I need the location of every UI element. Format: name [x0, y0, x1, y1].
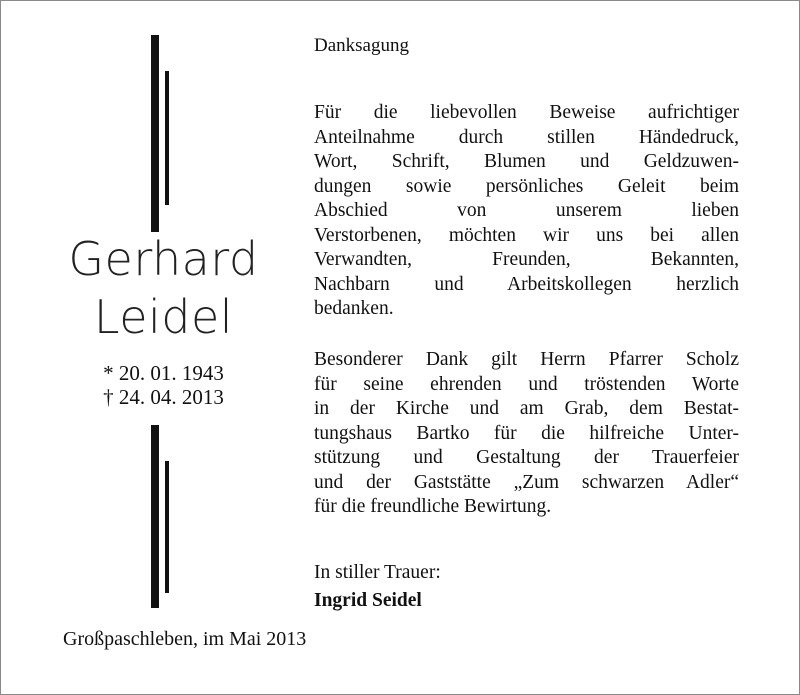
paragraph-line: Für die liebevollen Beweise aufrichtiger	[314, 102, 739, 123]
paragraph-line: für seine ehrenden und tröstenden Worte	[314, 373, 739, 395]
paragraph-line: Verwandten, Freunden, Bekannten,	[314, 249, 739, 270]
decorative-bar	[165, 461, 169, 593]
mourners-label: In stiller Trauer:	[314, 562, 441, 583]
notice-heading: Danksagung	[314, 35, 409, 56]
death-date: † 24. 04. 2013	[103, 385, 224, 409]
mourner-name: Ingrid Seidel	[314, 590, 422, 611]
paragraph-line: Besonderer Dank gilt Herrn Pfarrer Scholz	[314, 349, 739, 370]
place-and-date: Großpaschleben, im Mai 2013	[63, 628, 307, 650]
paragraph-line: in der Kirche und am Grab, dem Bestat-	[314, 398, 739, 419]
deceased-last-name: Leidel	[93, 290, 234, 344]
paragraph-line: und der Gaststätte „Zum schwarzen Adler“	[314, 471, 739, 493]
special-thanks-paragraph	[314, 348, 739, 520]
paragraph-line: stützung und Gestaltung der Trauerfeier	[314, 447, 739, 468]
paragraph-line: Verstorbenen, möchten wir uns bei allen	[314, 224, 739, 246]
paragraph-line: Wort, Schrift, Blumen und Geldzuwen-	[314, 151, 739, 172]
deceased-first-name: Gerhard	[68, 232, 259, 286]
paragraph-line: für die freundliche Bewirtung.	[314, 496, 552, 517]
decorative-bar	[165, 71, 169, 205]
paragraph-line: Nachbarn und Arbeitskollegen herzlich	[314, 273, 739, 295]
paragraph-line: Abschied von unserem lieben	[314, 200, 739, 221]
paragraph-line: tungshaus Bartko für die hilfreiche Unter-	[314, 422, 739, 444]
paragraph-line: Anteilnahme durch stillen Händedruck,	[314, 126, 739, 148]
paragraph-line: bedanken.	[314, 298, 394, 319]
thanks-paragraph	[314, 101, 739, 322]
decorative-bar	[151, 35, 159, 232]
paragraph-line: dungen sowie persönliches Geleit beim	[314, 175, 739, 197]
decorative-bar	[151, 425, 159, 608]
birth-date: * 20. 01. 1943	[103, 361, 224, 385]
